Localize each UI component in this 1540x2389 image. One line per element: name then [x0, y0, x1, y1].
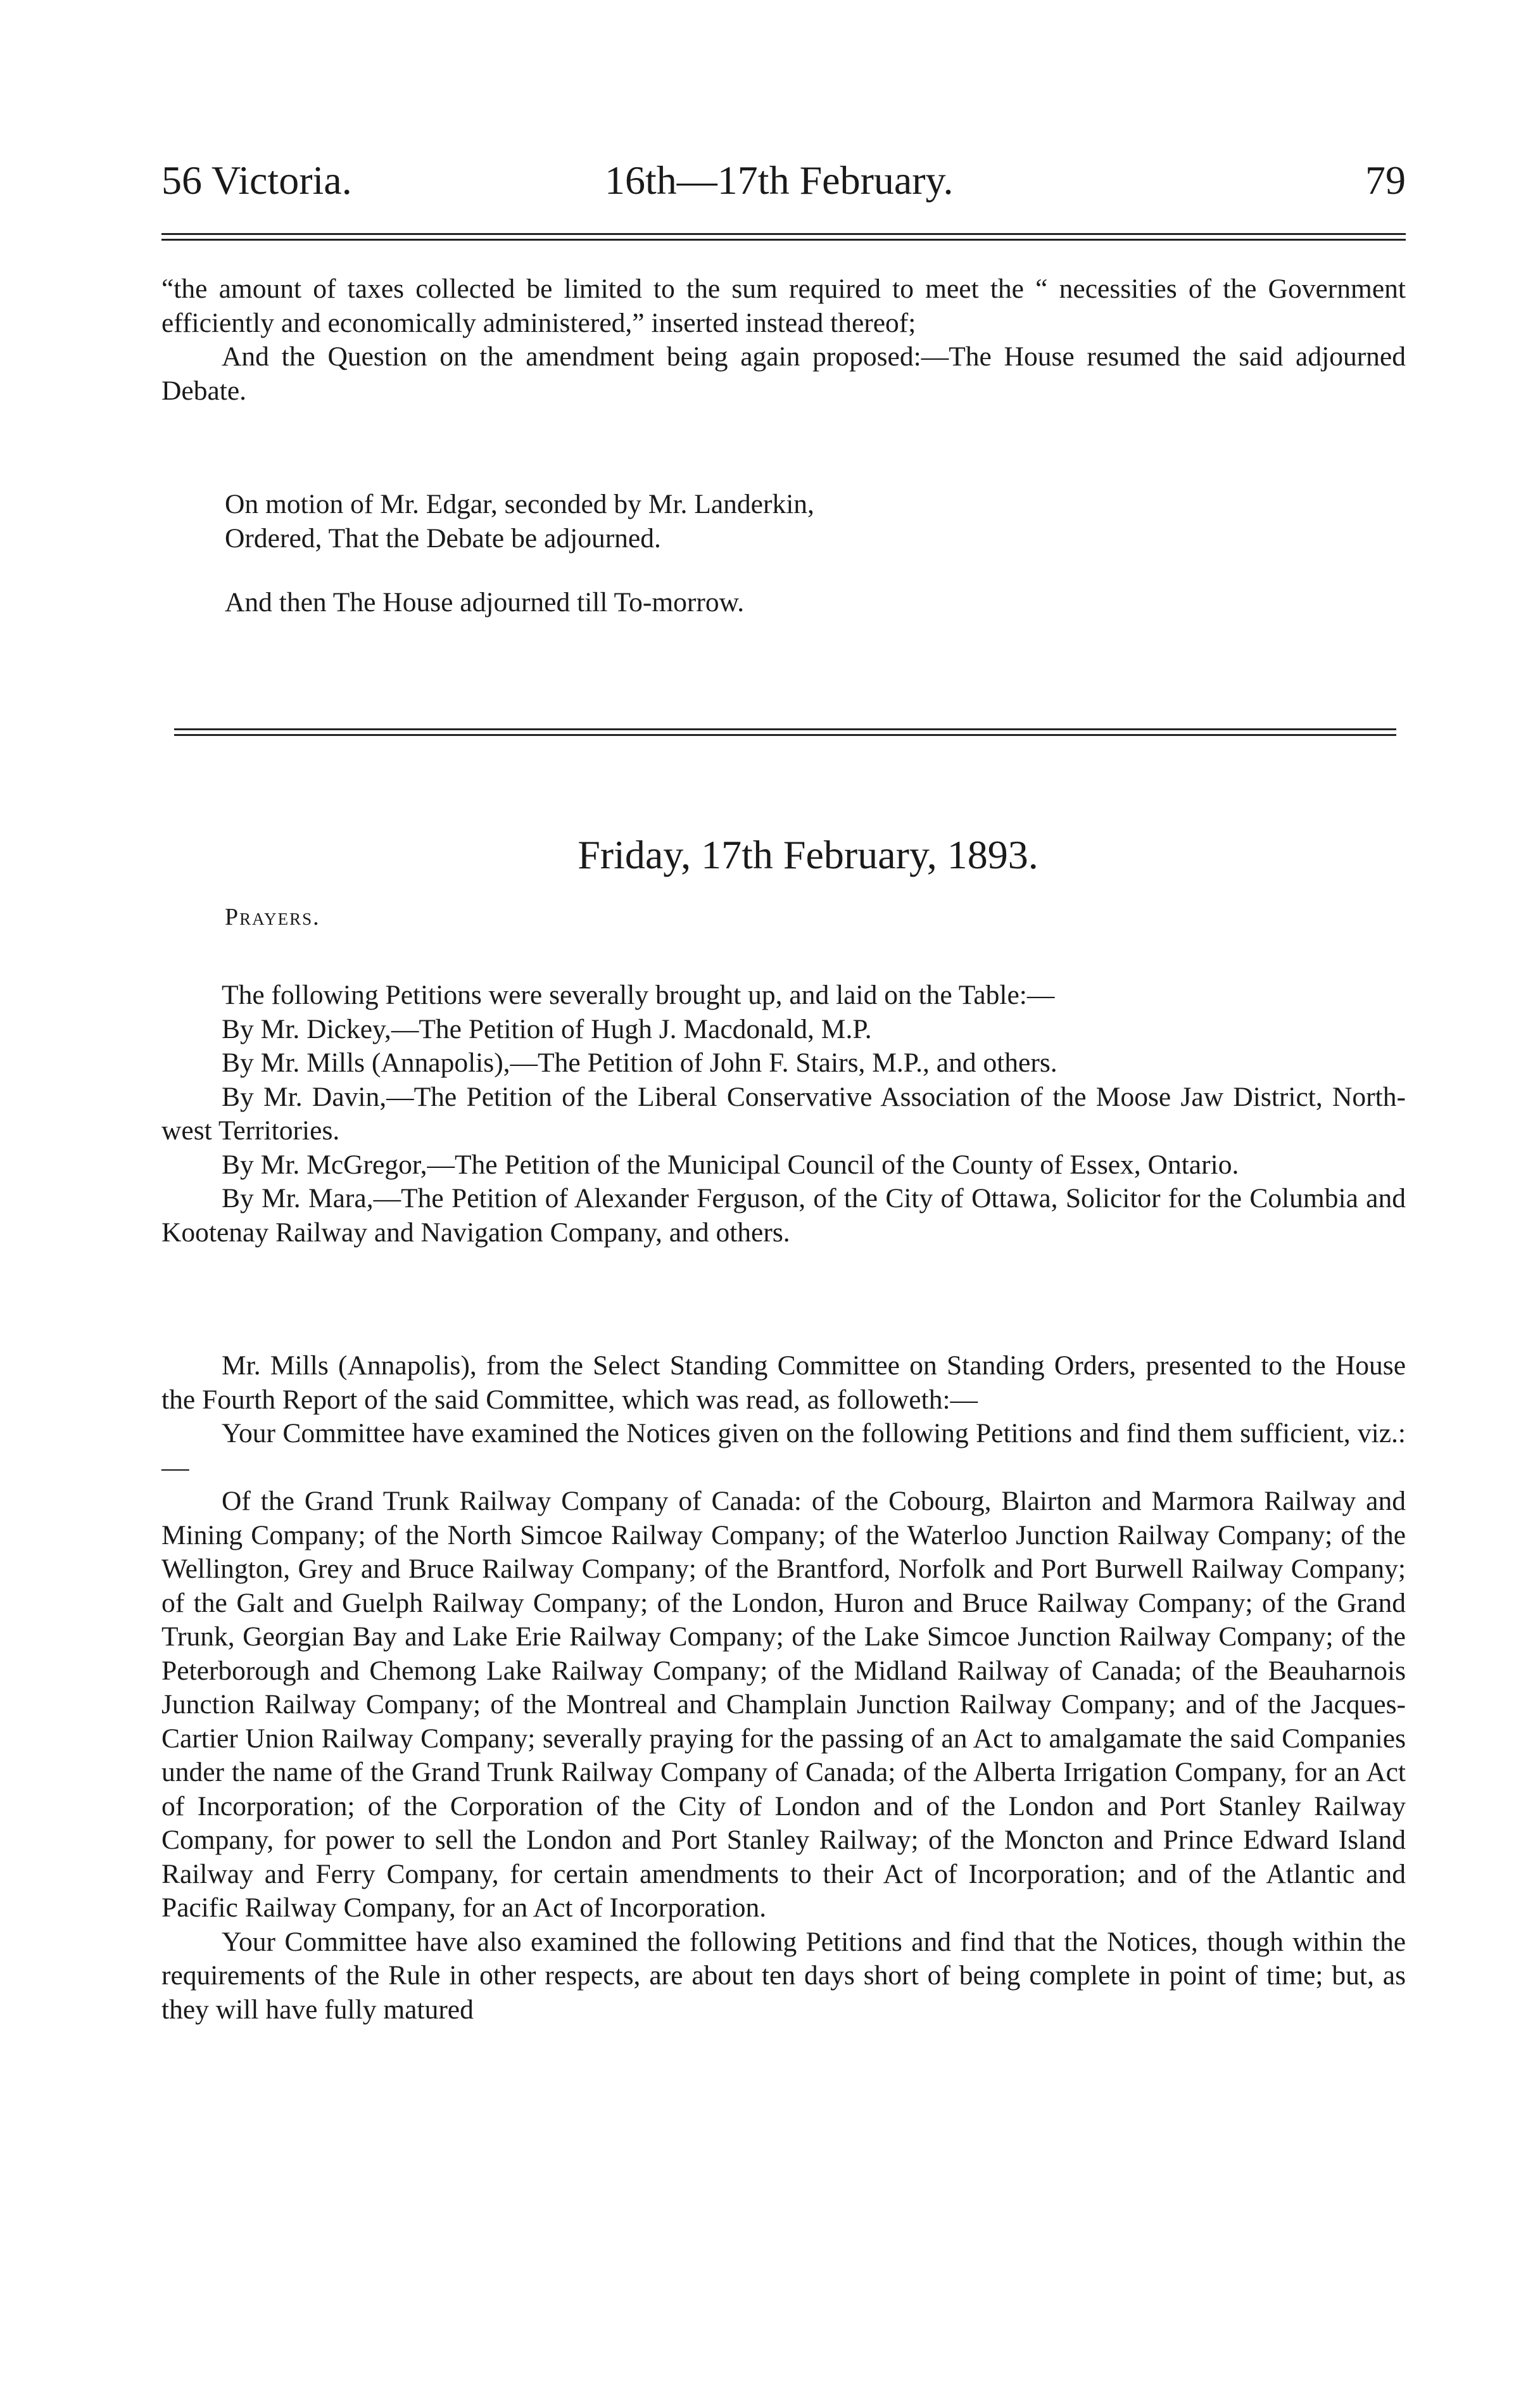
- page-number: 79: [1365, 158, 1406, 203]
- motion-line-1: On motion of Mr. Edgar, seconded by Mr. Landerkin,: [225, 489, 814, 519]
- reign-label: 56 Victoria.: [161, 158, 352, 203]
- report-paragraph: Of the Grand Trunk Railway Company of Canada: of the Cobourg, Blairton and Marmora Railway and Mining Company; of the North Simcoe Railway Company; of the Waterloo Junction Railway Company; of the Wellington, Grey and Bruce Railway Company; of the Brantford, Norfolk and Port Burwell Railway Company; of the Galt and Guelph Railway Company; of the London, Huron and Bruce Railway Company; of the Grand Trunk, Georgian Bay and Lake Erie Railway Company; of the Lake Simcoe Junction Railway Company; of the Peterborough and Chemong Lake Railway Company; of the Midland Railway of Canada; of the Beauharnois Junction Railway Company; of the Montreal and Champlain Junction Railway Company; and of the Jacques-Cartier Union Railway Company; severally praying for the passing of an Act to amalgamate the said Companies under the name of the Grand Trunk Railway Company of Canada; of the Alberta Irrigation Company, for an Act of Incorporation; of the Corporation of the City of London and of the London and Port Stanley Railway Company, for power to sell the London and Port Stanley Railway; of the Moncton and Prince Edward Island Railway and Ferry Company, for certain amendments to their Act of Incorporation; and of the Atlantic and Pacific Railway Company, for an Act of Incorporation.: [161, 1486, 1406, 1923]
- petitions-intro: The following Petitions were severally brought up, and laid on the Table:—: [222, 980, 1055, 1010]
- adjournment-block: [225, 586, 1396, 620]
- report-paragraph: Your Committee have examined the Notices given on the following Petitions and find them sufficient, viz.:—: [161, 1418, 1406, 1483]
- continuation-block: [161, 272, 1406, 408]
- report-intro: Mr. Mills (Annapolis), from the Select Standing Committee on Standing Orders, presented to the House the Fourth Report of the said Committee, which was read, as followeth:—: [161, 1350, 1406, 1415]
- motion-line-2: Ordered, That the Debate be adjourned.: [225, 523, 661, 554]
- motion-block: [225, 488, 1396, 555]
- header-divider: [161, 233, 1406, 241]
- section-divider: [174, 728, 1396, 736]
- question-text: And the Question on the amendment being again proposed:—The House resumed the said adjourned Debate.: [161, 341, 1406, 406]
- report-paragraph: Your Committee have also examined the following Petitions and find that the Notices, though within the requirements of the Rule in other respects, are about ten days short of being complete in point of time; but, as they will have fully matured: [161, 1926, 1406, 2025]
- day-heading: Friday, 17th February, 1893.: [578, 832, 1038, 877]
- continuation-text: “the amount of taxes collected be limited to the sum required to meet the “ necessities of the Government efficiently and economically administered,” inserted instead thereof;: [161, 274, 1406, 338]
- petition-item: By Mr. Mara,—The Petition of Alexander Ferguson, of the City of Ottawa, Solicitor for the Columbia and Kootenay Railway and Navigation Company, and others.: [161, 1183, 1406, 1248]
- petition-item: By Mr. Mills (Annapolis),—The Petition of John F. Stairs, M.P., and others.: [222, 1048, 1057, 1078]
- committee-report-block: [161, 1349, 1406, 2027]
- petition-item: By Mr. Davin,—The Petition of the Liberal Conservative Association of the Moose Jaw District, North-west Territories.: [161, 1081, 1406, 1146]
- page-header: [161, 152, 1406, 209]
- header-dates: 16th—17th February.: [605, 158, 954, 203]
- adjournment-text: And then The House adjourned till To-morrow.: [225, 587, 745, 618]
- petition-item: By Mr. McGregor,—The Petition of the Municipal Council of the County of Essex, Ontario.: [222, 1149, 1239, 1180]
- petitions-block: [161, 979, 1406, 1250]
- prayers-label: Prayers.: [225, 904, 320, 930]
- petition-item: By Mr. Dickey,—The Petition of Hugh J. Macdonald, M.P.: [222, 1013, 872, 1044]
